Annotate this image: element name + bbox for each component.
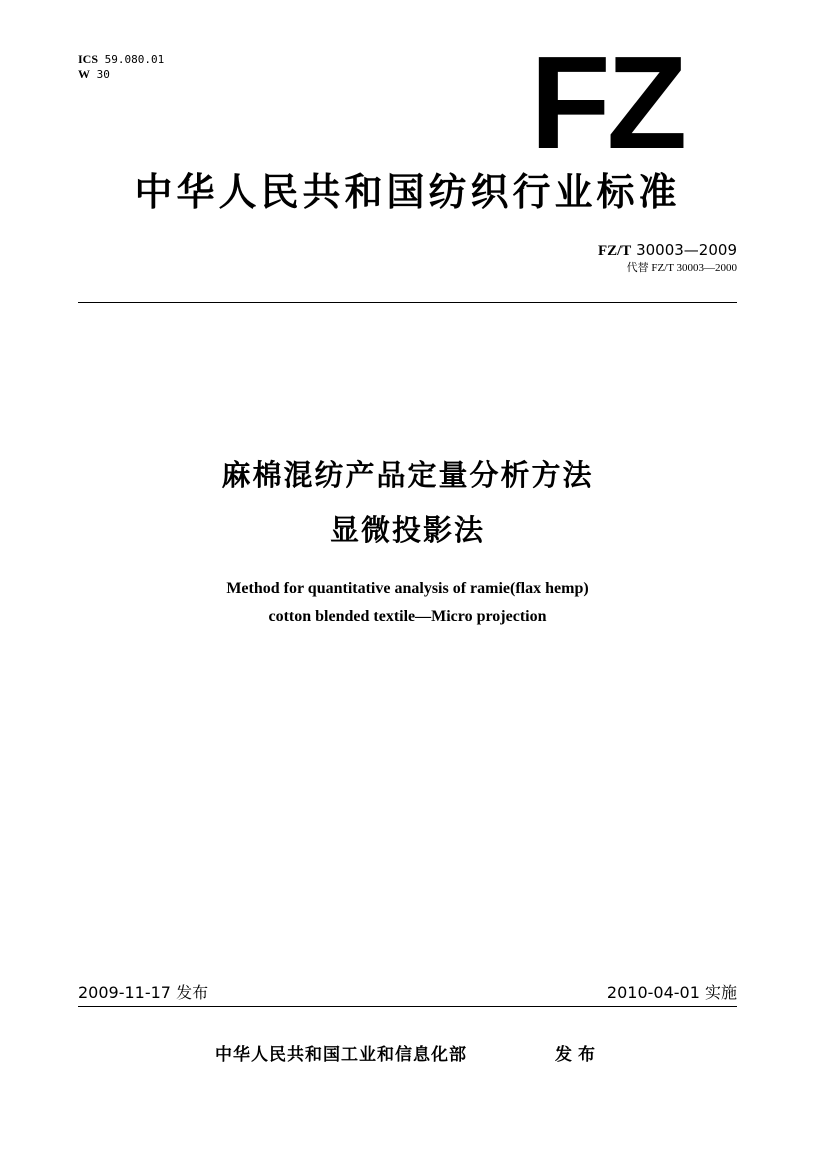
standard-number-block bbox=[598, 240, 737, 276]
organization-title: 中华人民共和国纺织行业标准 bbox=[134, 170, 681, 214]
standard-code bbox=[598, 240, 737, 261]
ccs-label: W bbox=[78, 67, 90, 81]
publisher: 中华人民共和国工业和信息化部 bbox=[215, 1045, 467, 1065]
title-en-line2: cotton blended textile—Micro projection bbox=[268, 608, 547, 625]
standard-prefix: FZ/T bbox=[597, 243, 632, 259]
ics-line bbox=[78, 52, 164, 67]
ccs-code: 30 bbox=[96, 68, 110, 81]
issue-label: 发布 bbox=[555, 1045, 601, 1065]
issue-date: 2009-11-17 发布 bbox=[78, 983, 209, 1002]
fz-logo: FZ bbox=[530, 29, 684, 176]
standard-number: 30003—2009 bbox=[636, 241, 737, 259]
title-en-line1: Method for quantitative analysis of ramie(flax hemp) bbox=[226, 580, 589, 597]
top-divider bbox=[78, 302, 737, 303]
replaces-note: 代替 FZ/T 30003—2000 bbox=[626, 262, 737, 274]
bottom-divider bbox=[78, 1006, 737, 1007]
ics-code: 59.080.01 bbox=[104, 53, 165, 66]
effective-date: 2010-04-01 实施 bbox=[606, 983, 737, 1002]
ics-label: ICS bbox=[78, 52, 99, 66]
title-cn-line2: 显微投影法 bbox=[329, 513, 485, 547]
classification-codes bbox=[78, 52, 164, 82]
title-cn-line1: 麻棉混纺产品定量分析方法 bbox=[221, 458, 594, 492]
ccs-line bbox=[78, 67, 164, 82]
